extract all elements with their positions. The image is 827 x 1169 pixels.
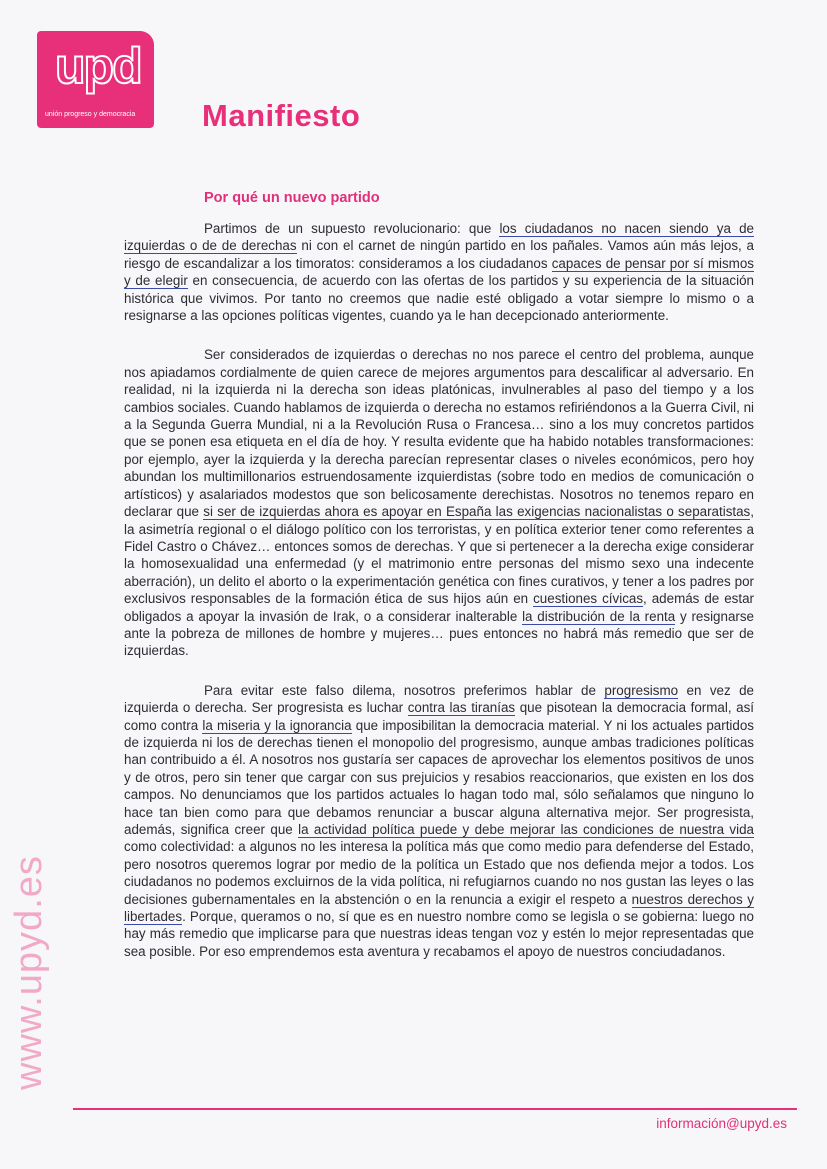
- manifesto-body: [124, 220, 754, 982]
- footer-email[interactable]: información@upyd.es: [656, 1116, 787, 1131]
- underlined-phrase: si ser de izquierdas ahora es apoyar en España las exigencias nacionalistas o separatistas: [203, 504, 751, 520]
- underlined-phrase: los ciudadanos no nacen siendo ya de izquierdas o de de derechas: [124, 221, 754, 254]
- text-run: Partimos de un supuesto revolucionario: que: [204, 221, 500, 236]
- underlined-phrase: contra las tiranías: [407, 700, 516, 716]
- section-subtitle: Por qué un nuevo partido: [204, 190, 380, 206]
- text-run: Ser considerados de izquierdas o derechas no nos parece el centro del problema, aunque nos apiadamos cordialmente de quien carece de mejores argumentos para descalificar al adversario. En realidad, ni la izquierda ni la derecha son ideas platónicas, invulnerables al paso del tiempo y a los cambios sociales. Cuando hablamos de izquierda o derecha no estamos refiriéndonos a la Guerra Civil, ni a la Segunda Guerra Mundial, ni a la Revolución Rusa o Francesa… sino a los muy concretos partidos que se ponen esa etiqueta en el día de hoy. Y resulta evidente que ha habido notables transformaciones: por ejemplo, ayer la izquierda y la derecha parecían representar clases o niveles económicos, pero hoy abundan los multimillonarios estruendosamente izquierdistas (sobre todo en medios de comunicación o artísticos) y asalariados modestos que son belicosamente derechistas. Nosotros no tenemos reparo en declarar que: [124, 347, 754, 520]
- paragraph: [124, 220, 754, 324]
- text-run: que pisotean la democracia formal, así como contra: [124, 700, 755, 733]
- underlined-phrase: progresismo: [604, 682, 679, 698]
- logo-wordmark: upd: [55, 38, 141, 94]
- text-run: en consecuencia, de acuerdo con las ofertas de los partidos y su experiencia de la situación histórica que vivimos. Por tanto no creemos que nadie esté obligado a votar siempre lo mismo o a resignarse a las opciones políticas vigentes, cuando ya le han decepcionado anteriormente.: [124, 273, 754, 324]
- text-run: , la asimetría regional o el diálogo político con los terroristas, y en política exterior tener como referentes a Fidel Castro o Chávez… entonces somos de derechas. Y que si pertenecer a la derecha exige considerar la homosexualidad una enfermedad (y el matrimonio entre personas del mismo sexo una indecente aberración), un delito el aborto o la experimentación genética con fines curativos, y tener a los padres por exclusivos responsables de la formación ética de sus hijos aún en: [124, 504, 754, 607]
- underlined-phrase: capaces de pensar por sí mismos y de elegir: [124, 255, 754, 289]
- underlined-phrase: la distribución de la renta: [522, 608, 676, 624]
- underlined-phrase: nuestros derechos y libertades: [124, 891, 754, 925]
- text-run: que imposibilitan la democracia material. Y ni los actuales partidos de izquierda ni los de derechas tienen el monopolio del progresismo, aunque ambas tradiciones políticas han contribuido a él. A nosotros nos gustaría ser capaces de aprovechar los elementos positivos de unos y de otros, pero sin tener que cargar con sus prejuicios y resabios reaccionarios, que existen en los dos campos. No denunciamos que los partidos actuales lo hagan todo mal, sólo señalamos que ninguno lo hace tan bien como para que debamos renunciar a buscar alguna alternativa mejor. Ser progresista, además, significa creer que: [124, 717, 754, 837]
- paragraph: [124, 682, 754, 961]
- text-run: y resignarse ante la pobreza de millones de hombre y mujeres… pues entonces no habrá más remedio que ser de izquierdas.: [124, 608, 754, 659]
- underlined-phrase: cuestiones cívicas: [533, 591, 644, 607]
- text-run: en vez de izquierda o derecha. Ser progresista es luchar: [124, 682, 754, 716]
- text-run: Para evitar este falso dilema, nosotros preferimos hablar de: [204, 682, 605, 698]
- footer-divider: [73, 1108, 797, 1110]
- text-run: como colectividad: a algunos no les interesa la política más que como medio para defenderse del Estado, pero nosotros queremos lograr por medio de la política un Estado que nos defienda mejor a todos. Los ciudadanos no podemos excluirnos de la vida política, ni refugiarnos cuando no nos gustan las leyes o las decisiones gubernamentales en la abstención o en la renuncia a exigir el respeto a: [124, 839, 754, 907]
- underlined-phrase: la miseria y la ignorancia: [202, 717, 352, 733]
- text-run: , además de estar obligados a apoyar la invasión de Irak, o a considerar inalterable: [124, 591, 754, 624]
- upd-logo: [37, 31, 154, 128]
- logo-subtitle: unión progreso y democracia: [45, 111, 136, 118]
- side-url: www.upyd.es: [8, 855, 50, 1090]
- paragraph: [124, 346, 754, 659]
- text-run: . Porque, queramos o no, sí que es en nuestro nombre como se legisla o se gobierna: luego no hay más remedio que implicarse para que nuestras ideas tengan voz y estén lo mejor representadas que sea posible. Por eso emprendemos esta aventura y recabamos el apoyo de nuestros conciudadanos.: [124, 909, 754, 959]
- underlined-phrase: la actividad política puede y debe mejorar las condiciones de nuestra vida: [298, 822, 754, 837]
- text-run: ni con el carnet de ningún partido en los pañales. Vamos aún más lejos, a riesgo de escandalizar a los timoratos: consideramos a los ciudadanos: [124, 238, 754, 271]
- page-title: Manifiesto: [202, 98, 361, 133]
